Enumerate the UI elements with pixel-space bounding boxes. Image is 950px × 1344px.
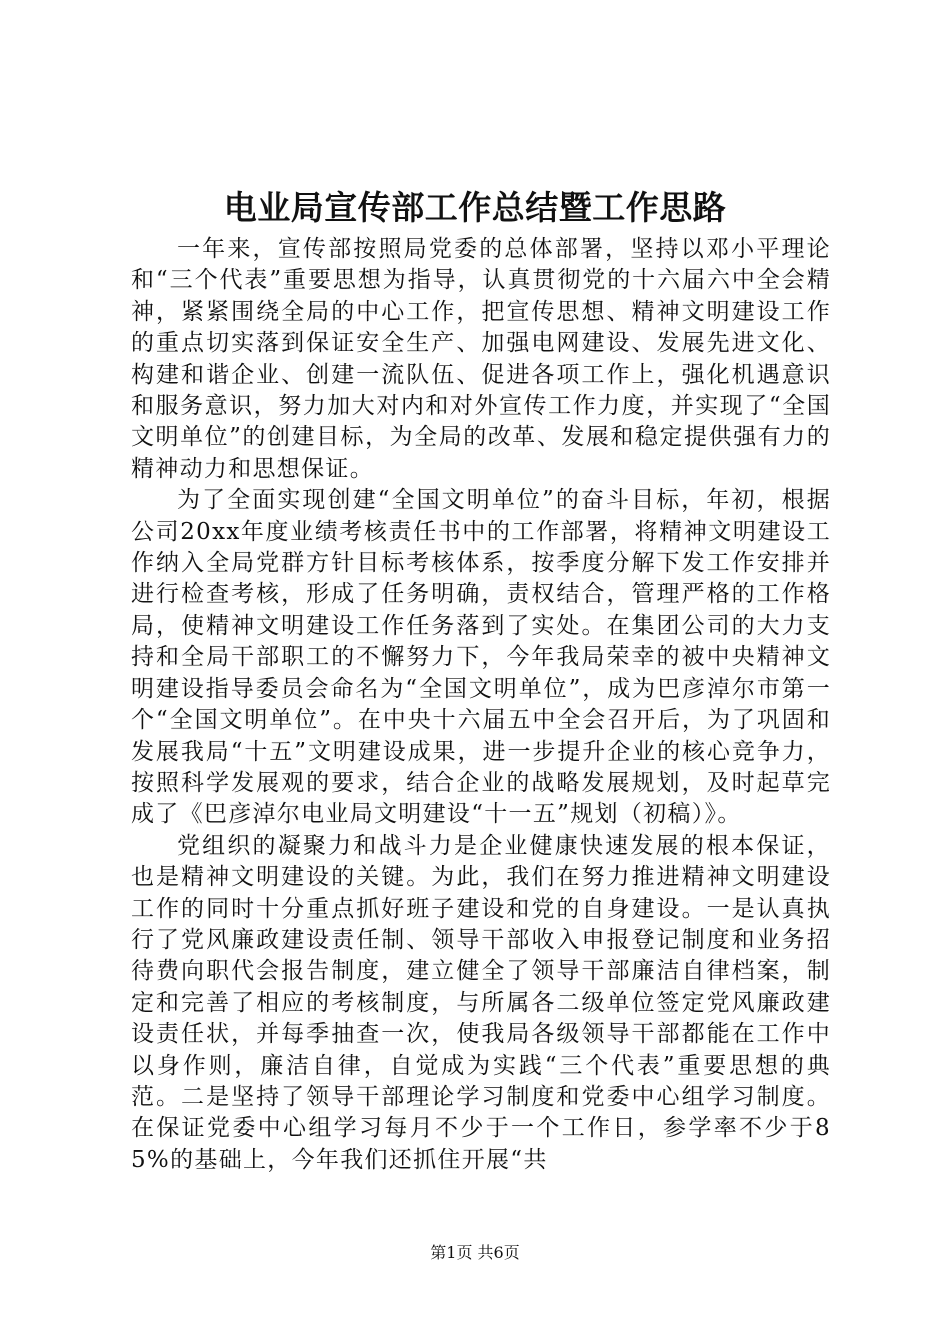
paragraph-1: 一年来，宣传部按照局党委的总体部署，坚持以邓小平理论和“三个代表”重要思想为指导，认真贯彻党的十六届六中全会精神，紧紧围绕全局的中心工作，把宣传思想、精神文明建设工作的重点切实落到保证安全生产、加强电网建设、发展先进文化、构建和谐企业、创建一流队伍、促进各项工作上，强化机遇意识和服务意识，努力加大对内和对外宣传工作力度，并实现了“全国文明单位”的创建目标，为全局的改革、发展和稳定提供强有力的精神动力和思想保证。: [131, 236, 831, 482]
paragraph-3: 党组织的凝聚力和战斗力是企业健康快速发展的根本保证，也是精神文明建设的关键。为此，我们在努力推进精神文明建设工作的同时十分重点抓好班子建设和党的自身建设。一是认真执行了党风廉政建设责任制、领导干部收入申报登记制度和业务招待费向职代会报告制度，建立健全了领导干部廉洁自律档案，制定和完善了相应的考核制度，与所属各二级单位签定党风廉政建设责任状，并每季抽查一次，使我局各级领导干部都能在工作中以身作则，廉洁自律，自觉成为实践“三个代表”重要思想的典范。二是坚持了领导干部理论学习制度和党委中心组学习制度。在保证党委中心组学习每月不少于一个工作日，参学率不少于85%的基础上，今年我们还抓住开展“共: [131, 832, 831, 1173]
paragraph-2: 为了全面实现创建“全国文明单位”的奋斗目标，年初，根据公司20xx年度业绩考核责任书中的工作部署，将精神文明建设工作纳入全局党群方针目标考核体系，按季度分解下发工作安排并进行检查考核，形成了任务明确，责权结合，管理严格的工作格局，使精神文明建设工作任务落到了实处。在集团公司的大力支持和全局干部职工的不懈努力下，今年我局荣幸的被中央精神文明建设指导委员会命名为“全国文明单位”，成为巴彦淖尔市第一个“全国文明单位”。在中央十六届五中全会召开后，为了巩固和发展我局“十五”文明建设成果，进一步提升企业的核心竞争力，按照科学发展观的要求，结合企业的战略发展规划，及时起草完成了《巴彦淖尔电业局文明建设“十一五”规划（初稿）》。: [131, 487, 831, 828]
page-number-footer: 第1页 共6页: [430, 1243, 520, 1262]
document-body: [131, 234, 831, 1176]
document-title: 电业局宣传部工作总结暨工作思路: [223, 188, 727, 227]
